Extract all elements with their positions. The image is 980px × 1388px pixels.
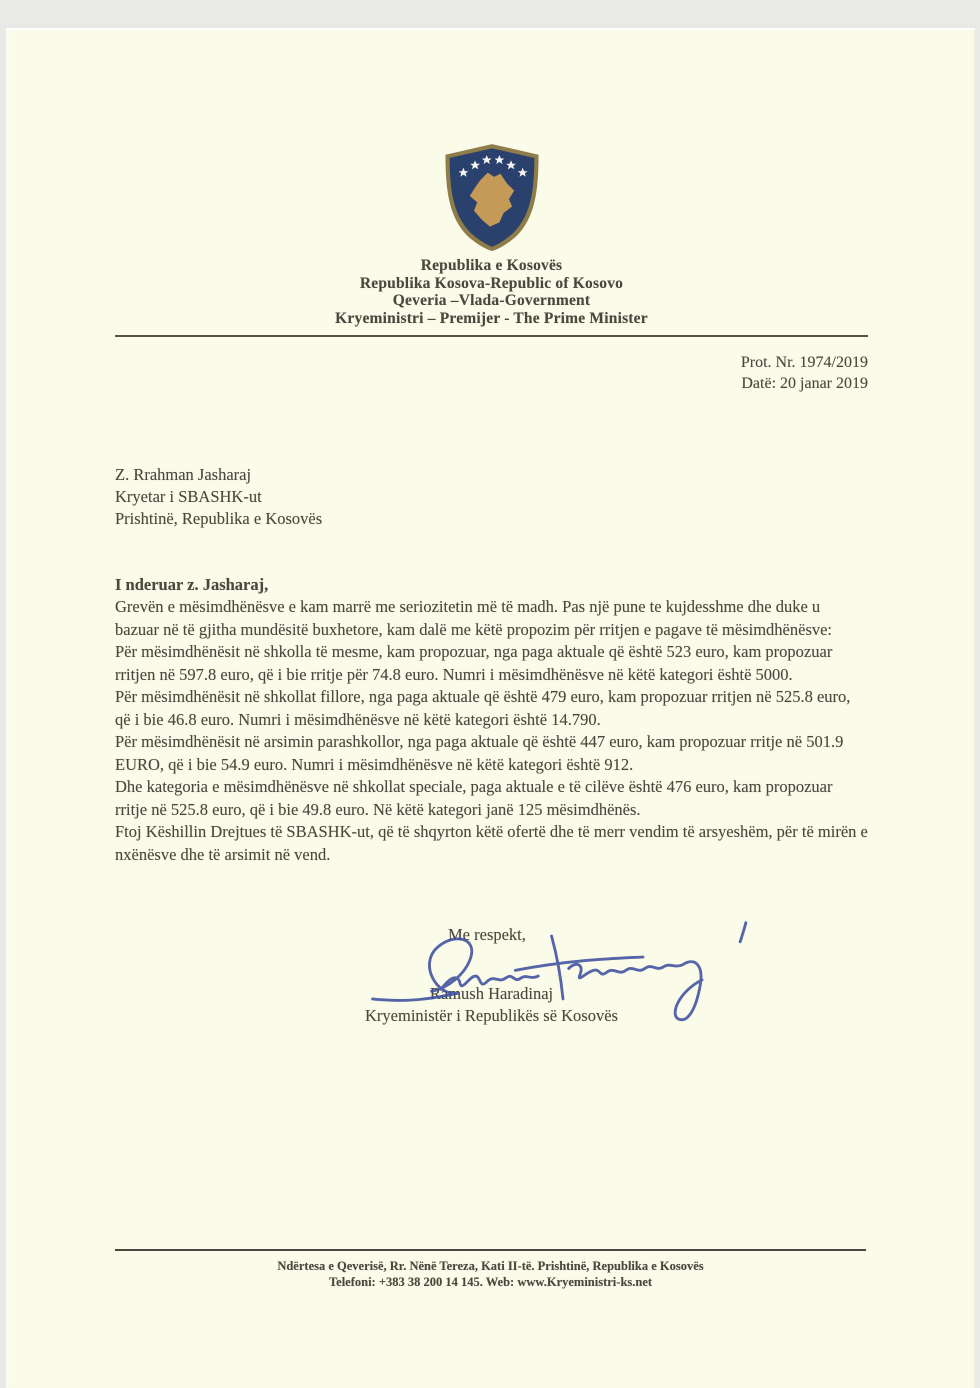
signer-block: [115, 983, 868, 1027]
letterhead-line-trilingual: Republika Kosova-Republic of Kosovo: [359, 274, 624, 292]
paragraph-invitation: Ftoj Këshillin Drejtues të SBASHK-ut, që të shqyrton këtë ofertë dhe të merr vendim të arsyeshëm, për të mirën e nxënësve dhe të arsimit në vend.: [115, 822, 868, 864]
letter-date: Datë: 20 janar 2019: [741, 375, 868, 392]
letterhead-line-government: Qeveria –Vlada-Government: [392, 292, 591, 309]
signer-title: Kryeministër i Republikës së Kosovës: [365, 1006, 618, 1025]
recipient-title: Kryetar i SBASHK-ut: [115, 487, 262, 506]
paragraph-intro: Grevën e mësimdhënësve e kam marrë me seriozitetin më të madh. Pas një pune te kujdesshme dhe duke u bazuar në të gjitha mundësitë buxhetore, kam dalë me këtë propozim për rritjen e pagave të mësimdhënësve:: [115, 597, 833, 639]
recipient-name: Z. Rrahman Jasharaj: [115, 465, 252, 484]
closing-block: [115, 924, 868, 1054]
kosovo-coat-of-arms-icon: [439, 142, 545, 252]
letterhead-divider: [115, 335, 868, 337]
footer-address: Ndërtesa e Qeverisë, Rr. Nënë Tereza, Kati II-të. Prishtinë, Republika e Kosovës: [277, 1259, 704, 1273]
valediction: Me respekt,: [448, 925, 526, 944]
footer-contact: Telefoni: +383 38 200 14 145. Web: www.Kryeministri-ks.net: [328, 1275, 653, 1289]
salutation: I nderuar z. Jasharaj,: [115, 575, 269, 594]
paragraph-special-schools: Dhe kategoria e mësimdhënësve në shkollat speciale, paga aktuale e të cilëve është 476 euro, kam propozuar rritje në 525.8 euro, që i bie 49.8 euro. Në këtë kategori janë 125 mësimdhënës.: [115, 777, 833, 819]
signer-name: Ramush Haradinaj: [429, 984, 554, 1003]
protocol-block: [115, 352, 868, 394]
letterhead-line-republic: Republika e Kosovës: [420, 257, 563, 274]
letter-content: [6, 28, 975, 1054]
recipient-city: Prishtinë, Republika e Kosovës: [115, 509, 323, 528]
recipient-block: [115, 464, 868, 530]
protocol-number: Prot. Nr. 1974/2019: [740, 354, 868, 371]
letterhead-line-prime-minister: Kryeministri – Premijer - The Prime Minister: [335, 309, 648, 327]
paragraph-secondary-schools: Për mësimdhënësit në shkolla të mesme, kam propozuar, nga paga aktuale që është 523 euro, kam propozuar rritjen në 597.8 euro, që i bie rritje për 74.8 euro. Numri i mësimdhënësve në këtë kategori është 5000.: [115, 642, 833, 684]
paragraph-preschool: Për mësimdhënësit në arsimin parashkollor, nga paga aktuale që është 447 euro, kam propozuar rritje në 501.9 EURO, që i bie 54.9 euro. Numri i mësimdhënësve në këtë kategori është 912.: [115, 732, 844, 774]
letter-paper: [6, 28, 975, 1388]
paragraph-primary-schools: Për mësimdhënësit në shkollat fillore, nga paga aktuale që është 479 euro, kam propozuar rritjen në 525.8 euro, që i bie 46.8 euro. Numri i mësimdhënësve në këtë kategori është 14.790.: [115, 687, 851, 729]
footer-block: [115, 1249, 866, 1290]
